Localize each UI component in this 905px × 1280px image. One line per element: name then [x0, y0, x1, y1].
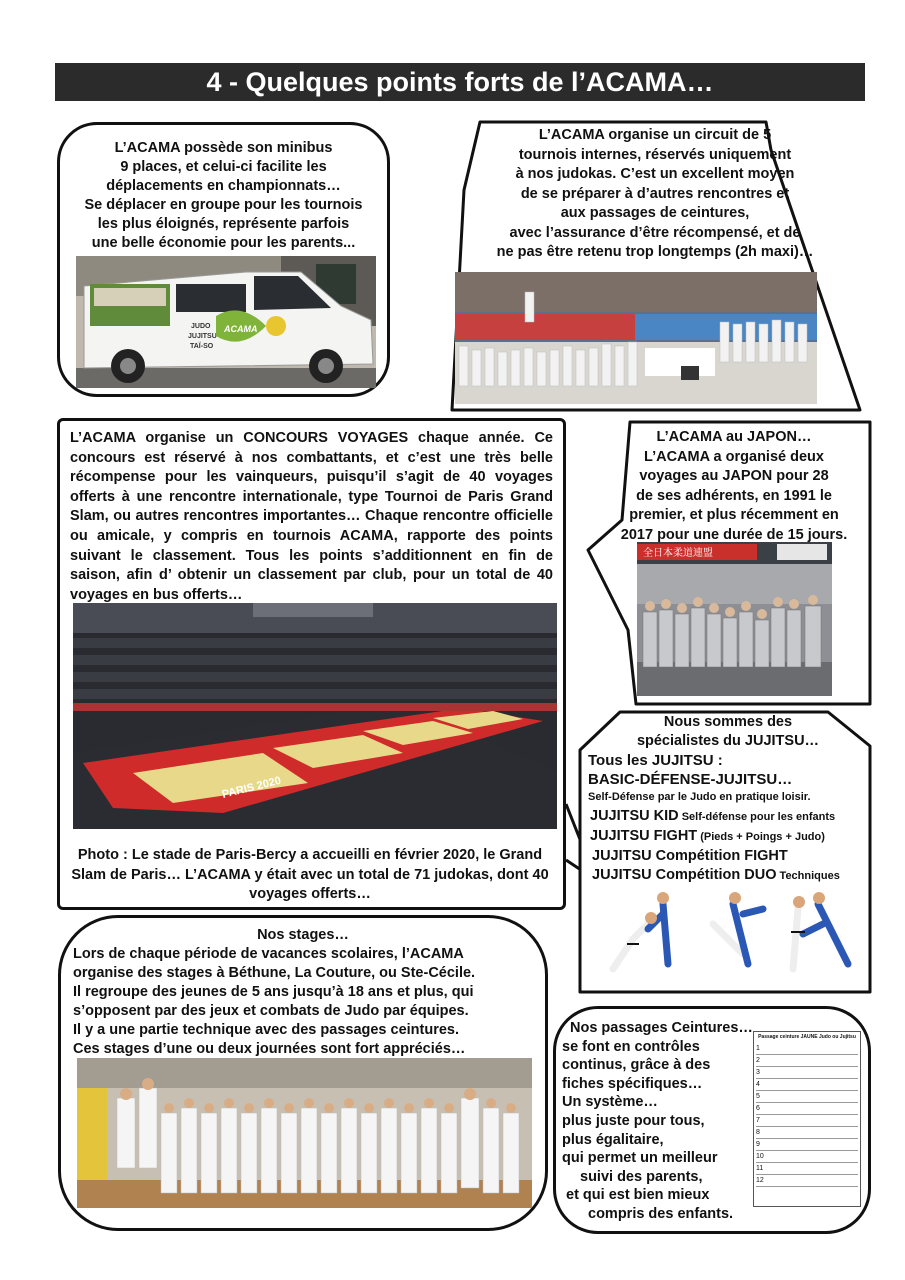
japon-text [600, 428, 868, 545]
arena-photo [73, 603, 557, 829]
sheet-row: 5 [756, 1091, 858, 1103]
concours-text-strong: CONCOURS VOYAGES [243, 430, 409, 446]
arena-mat-text: PARIS 2020 [220, 774, 283, 801]
circuit-line: aux passages de ceintures, [560, 205, 750, 221]
japon-photo [637, 542, 832, 696]
japon-line: L’ACAMA au JAPON… [656, 429, 812, 445]
sheet-row: 4 [756, 1079, 858, 1091]
jujitsu-comp-fight: JUJITSU Compétition FIGHT [592, 848, 788, 864]
minibus-line: les plus éloignés, représente parfois [97, 216, 350, 232]
van-brand-text: ACAMA [224, 324, 258, 334]
van-taiso-text: TAÏ-SO [190, 343, 214, 350]
sheet-row: 7 [756, 1115, 858, 1127]
jujitsu-basic: BASIC-DÉFENSE-JUJITSU… [588, 771, 793, 788]
japon-line: L’ACAMA a organisé deux [644, 448, 824, 465]
ceintures-bubble [553, 1006, 871, 1234]
jujitsu-kid-line [588, 807, 868, 827]
japon-line: de ses adhérents, en 1991 le [636, 487, 832, 504]
jujitsu-fight: JUJITSU FIGHT [590, 828, 698, 844]
circuit-text [470, 126, 840, 263]
stages-line: s’opposent par des jeux et combats de Judo par équipes. [73, 1003, 469, 1019]
ceintures-line: qui permet un meilleur [562, 1150, 718, 1167]
ceintures-line: se font en contrôles [562, 1038, 700, 1055]
japon-line: voyages au JAPON pour 28 [639, 468, 829, 484]
concours-text [70, 429, 553, 605]
circuit-line: avec l’assurance d’être récompensé, et de [509, 224, 801, 241]
stages-line: organise des stages à Béthune, La Couture, ou Ste-Cécile. [73, 965, 476, 981]
sheet-row: 8 [756, 1127, 858, 1139]
stages-line: Ces stages d’une ou deux journées sont fort appréciés… [73, 1041, 466, 1057]
stages-photo [77, 1058, 532, 1208]
page-title: 4 - Quelques points forts de l’ACAMA… [55, 63, 865, 101]
sheet-row: 1 [756, 1043, 858, 1055]
japon-line: 2017 pour une durée de 15 jours. [620, 526, 848, 543]
ceintures-line: compris des enfants. [588, 1205, 734, 1222]
jujitsu-kid-small: Self-défense pour les enfants [678, 811, 836, 823]
tournament-photo [455, 272, 817, 404]
sheet-row: 12 [756, 1175, 858, 1187]
minibus-line: une belle économie pour les parents... [91, 235, 356, 251]
jujitsu-text [588, 713, 868, 886]
sheet-row: 11 [756, 1163, 858, 1175]
jujitsu-head-line: spécialistes du JUJITSU… [636, 733, 820, 749]
stages-line: Lors de chaque période de vacances scolaires, l’ACAMA [73, 946, 464, 962]
ceintures-line: Nos passages Ceintures… [570, 1020, 753, 1036]
sheet-rows [754, 1042, 860, 1188]
concours-text-post: chaque année. Ce concours est réservé à nos combattants, et c’est une très belle récompense pour les vainqueurs, puisqu’il s’agit de 40 voyages offerts à une rencontre internationale, type Tournoi de Paris Grand Slam, ou autres rencontres importantes… Chaque rencontre officielle ou amicale, y compris en tournois ACAMA, rapporte des points suivant le classement. Tous les points s’additionnent en fin de saison, afin d’ obtenir un classement par club, pour un total de 40 voyages en bus offerts… [70, 430, 553, 603]
circuit-line: à nos judokas. C’est un excellent moyen [515, 166, 795, 182]
circuit-line: tournois internes, réservés uniquement [518, 146, 792, 163]
ceintures-line: continus, grâce à des [562, 1057, 711, 1074]
japon-line: premier, et plus récemment en [629, 507, 839, 523]
stages-line: Il regroupe des jeunes de 5 ans jusqu’à 18 ans et plus, qui [73, 984, 474, 1000]
sheet-row: 10 [756, 1151, 858, 1163]
van-judo-text: JUDO [191, 323, 211, 330]
ceintures-sheet [753, 1031, 861, 1207]
van-jujitsu-text: JUJITSU [188, 333, 217, 340]
minibus-line: Se déplacer en groupe pour les tournois [84, 197, 363, 213]
minibus-line: déplacements en championnats… [106, 178, 341, 194]
concours-bubble [57, 418, 566, 910]
ceintures-line: suivi des parents, [580, 1168, 703, 1185]
jujitsu-fight-line [588, 827, 868, 847]
ceintures-line: fiches spécifiques… [562, 1075, 703, 1092]
minibus-line: 9 places, et celui-ci facilite les [120, 159, 327, 175]
japon-banner-text: 全日本柔道連盟 [643, 548, 713, 559]
jujitsu-tous: Tous les JUJITSU : [588, 752, 723, 769]
jujitsu-fight-small: (Pieds + Poings + Judo) [697, 831, 825, 843]
arena-caption: Photo : Le stade de Paris-Bercy a accueilli en février 2020, le Grand Slam de Paris… L’ACAMA y était avec un total de 71 judokas, dont 40 voyages offerts… [71, 847, 549, 903]
ceintures-line: Un système… [562, 1094, 658, 1111]
jujitsu-self: Self-Défense par le Judo en pratique loisir. [588, 791, 811, 803]
stages-title: Nos stages… [257, 927, 349, 943]
minibus-photo [76, 256, 376, 388]
ceintures-line: et qui est bien mieux [566, 1187, 710, 1204]
sheet-row: 9 [756, 1139, 858, 1151]
jujitsu-comp-duo-line [588, 866, 868, 886]
stages-bubble [58, 915, 548, 1231]
ceintures-line: plus juste pour tous, [562, 1112, 705, 1129]
ceintures-text [562, 1019, 762, 1224]
stages-line: Il y a une partie technique avec des passages ceintures. [73, 1022, 460, 1038]
circuit-line: de se préparer à d’autres rencontres et [520, 185, 790, 202]
minibus-bubble [57, 122, 390, 397]
sheet-row: 3 [756, 1067, 858, 1079]
circuit-line: L’ACAMA organise un circuit de 5 [538, 127, 772, 143]
ceintures-line: plus égalitaire, [562, 1131, 664, 1148]
sheet-heading: Passage ceinture JAUNE Judo ou Jujitsu [758, 1034, 856, 1040]
sheet-row: 2 [756, 1055, 858, 1067]
jujitsu-comp-duo-small: Techniques [776, 870, 840, 882]
jujitsu-kid: JUJITSU KID [590, 808, 679, 824]
jujitsu-comp-duo: JUJITSU Compétition DUO [592, 867, 777, 883]
jujitsu-photo [593, 884, 863, 980]
concours-text-pre: L’ACAMA organise un [70, 430, 244, 446]
minibus-line: L’ACAMA possède son minibus [114, 140, 333, 156]
sheet-row: 6 [756, 1103, 858, 1115]
jujitsu-head-line: Nous sommes des [663, 714, 793, 730]
circuit-line: ne pas être retenu trop longtemps (2h maxi)… [496, 244, 814, 260]
